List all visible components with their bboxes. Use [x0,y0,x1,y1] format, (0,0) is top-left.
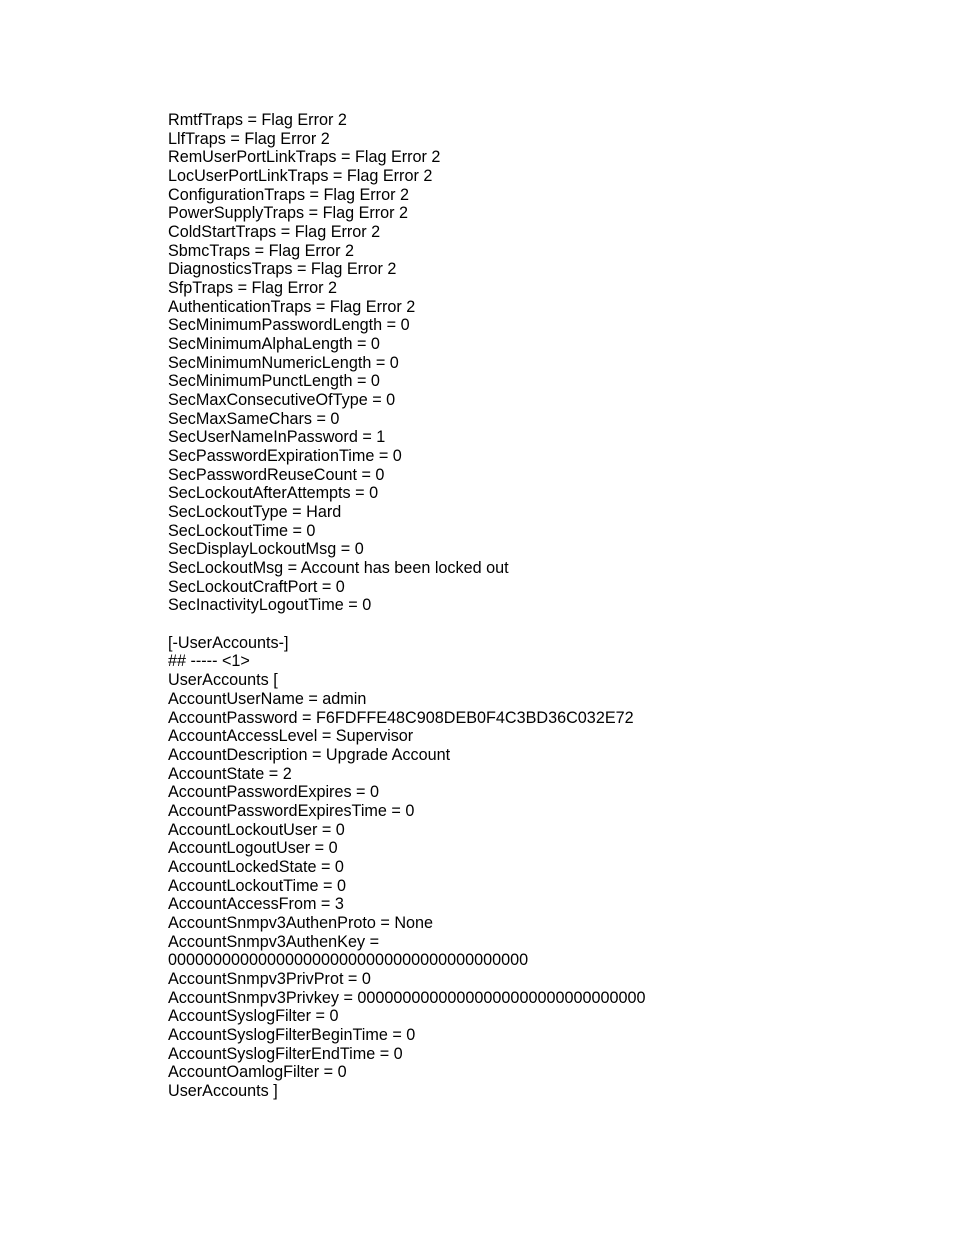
config-line: SecLockoutCraftPort = 0 [168,577,345,596]
config-line: SecLockoutMsg = Account has been locked out [168,559,509,578]
config-line: AccountLogoutUser = 0 [168,839,338,858]
config-line: AccountSyslogFilter = 0 [168,1007,339,1026]
config-line: SecPasswordExpirationTime = 0 [168,447,402,466]
config-line: SecMaxSameChars = 0 [168,409,340,428]
config-line: LlfTraps = Flag Error 2 [168,129,330,148]
section-header: [-UserAccounts-] [168,633,289,652]
config-line: SecPasswordReuseCount = 0 [168,465,385,484]
config-line: AccountState = 2 [168,764,292,783]
config-line: AccountSnmpv3Privkey = 00000000000000000000000000000000 [168,988,646,1007]
config-line: SfpTraps = Flag Error 2 [168,279,337,298]
config-line: PowerSupplyTraps = Flag Error 2 [168,204,409,223]
block-close: UserAccounts ] [168,1081,278,1100]
config-line: SecInactivityLogoutTime = 0 [168,596,372,615]
config-line: AccountSnmpv3AuthenProto = None [168,913,434,932]
config-line: AccountSyslogFilterEndTime = 0 [168,1044,403,1063]
config-line: RmtfTraps = Flag Error 2 [168,111,347,129]
config-line: AccountLockoutUser = 0 [168,820,345,839]
config-line: SecUserNameInPassword = 1 [168,428,386,447]
config-line: AccountLockoutTime = 0 [168,876,347,895]
config-line: DiagnosticsTraps = Flag Error 2 [168,260,397,279]
config-line: AccountAccessFrom = 3 [168,895,344,914]
config-line: AccountSnmpv3PrivProt = 0 [168,969,371,988]
config-line: SecDisplayLockoutMsg = 0 [168,540,364,559]
config-line: SecMinimumPunctLength = 0 [168,372,380,391]
config-text-block [168,111,908,1101]
config-line: AccountOamlogFilter = 0 [168,1063,347,1082]
config-line: AccountAccessLevel = Supervisor [168,727,414,746]
config-line: AccountDescription = Upgrade Account [168,745,451,764]
config-line: RemUserPortLinkTraps = Flag Error 2 [168,148,441,167]
block-open: UserAccounts [ [168,671,278,690]
config-line: SecLockoutAfterAttempts = 0 [168,484,379,503]
config-line: AuthenticationTraps = Flag Error 2 [168,297,416,316]
config-line: ConfigurationTraps = Flag Error 2 [168,185,409,204]
config-line: SbmcTraps = Flag Error 2 [168,241,355,260]
config-line: SecMinimumPasswordLength = 0 [168,316,410,335]
config-line: SecMinimumNumericLength = 0 [168,353,399,372]
config-line: ColdStartTraps = Flag Error 2 [168,223,381,242]
config-line: AccountSyslogFilterBeginTime = 0 [168,1025,416,1044]
section-comment: ## ----- <1> [168,652,250,671]
config-line: SecLockoutType = Hard [168,503,342,522]
config-line: AccountSnmpv3AuthenKey = [168,932,380,951]
config-line: AccountUserName = admin [168,689,367,708]
config-line: SecMaxConsecutiveOfType = 0 [168,391,396,410]
config-line: SecMinimumAlphaLength = 0 [168,335,380,354]
config-line: AccountLockedState = 0 [168,857,344,876]
config-line: AccountPasswordExpiresTime = 0 [168,801,415,820]
config-line: AccountPasswordExpires = 0 [168,783,379,802]
config-line [168,615,908,634]
config-line: SecLockoutTime = 0 [168,521,316,540]
config-line: LocUserPortLinkTraps = Flag Error 2 [168,167,433,186]
config-line: AccountPassword = F6FDFFE48C908DEB0F4C3BD36C032E72 [168,708,634,727]
config-line: 0000000000000000000000000000000000000000 [168,951,529,970]
